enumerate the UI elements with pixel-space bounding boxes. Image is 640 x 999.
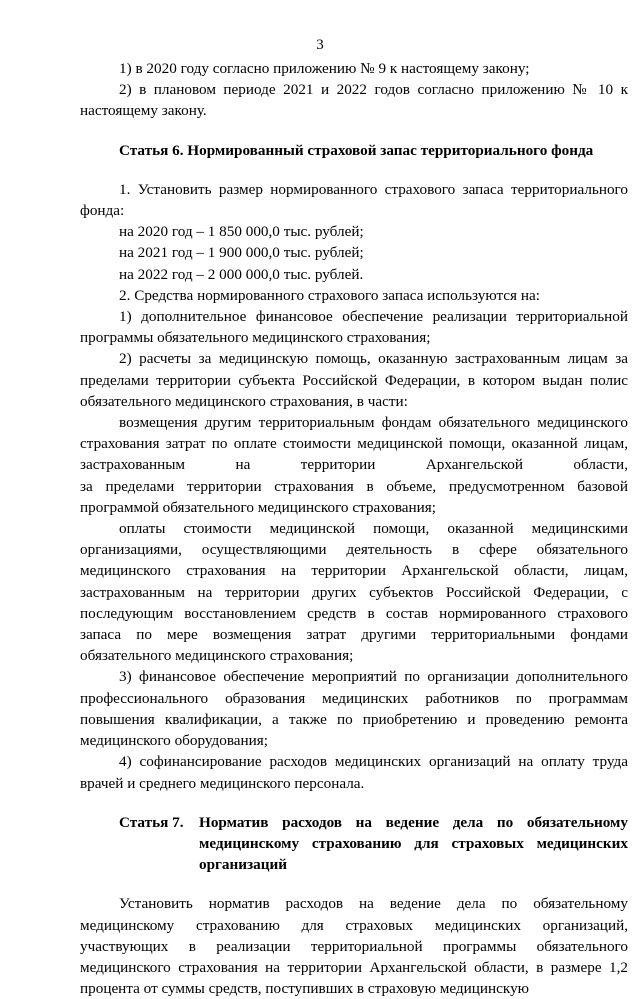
article-7-title: Норматив расходов на ведение дела по обязательному медицинскому страхованию для страховых медицинских организаций [199,813,628,874]
list-item: на 2020 год – 1 850 000,0 тыс. рублей; [119,223,364,241]
sub-item: возмещения другим территориальным фондам обязательного медицинского страхования затрат по оплате стоимости медицинской помощи, оказанной лицам, застрахованным на территории Архангельской области, [80,414,628,474]
list-item: 2) расчеты за медицинскую помощь, оказанную застрахованным лицам за пределами территории субъекта Российской Федерации, в котором выдан полис обязательного медицинского страхования, в части: [80,350,628,410]
list-item: 1) в 2020 году согласно приложению № 9 к настоящему закону; [119,60,530,77]
page-number: 3 [316,37,324,53]
article-6-heading: Статья 6. Нормированный страховой запас территориального фонда [119,141,594,159]
list-item: на 2022 год – 2 000 000,0 тыс. рублей. [119,265,364,283]
article-7-heading [80,812,628,876]
list-item: 2) в плановом периоде 2021 и 2022 годов согласно приложению № 10 к настоящему закону. [80,81,628,120]
list-item: на 2021 год – 1 900 000,0 тыс. рублей; [119,244,364,262]
paragraph: Установить норматив расходов на ведение дела по обязательному медицинскому страхованию для страховых медицинских организаций, участвующих в реализации территориальной программы обязательного медицинского страхования на территории Архангельской области, в размере 1,2 процента от суммы средств, поступивших в страховую медицинскую [80,895,628,998]
list-item: 4) софинансирование расходов медицинских организаций на оплату труда врачей и среднего медицинского персонала. [80,753,628,792]
list-item: 1) дополнительное финансовое обеспечение реализации территориальной программы обязательного медицинского страхования; [80,308,628,347]
paragraph: 2. Средства нормированного страхового запаса используются на: [119,286,540,304]
article-7-label: Статья 7. [119,813,184,831]
sub-item-continuation: за пределами территории страхования в объеме, предусмотренном базовой программой обязательного медицинского страхования; [80,477,628,516]
list-item: 3) финансовое обеспечение мероприятий по организации дополнительного профессионального образования медицинских работников по программам повышения квалификации, а также по приобретению и проведению ремонта медицинского оборудования; [80,668,628,750]
paragraph: 1. Установить размер нормированного страхового запаса территориального фонда: [80,180,628,220]
document-body [80,58,628,999]
sub-item: оплаты стоимости медицинской помощи, оказанной медицинскими организациями, осуществляющими деятельность в сфере обязательного медицинского страхования на территории Архангельской области, лицам, застрахованным на территории других субъектов Российской Федерации, с последующим восстановлением средств в состав нормированного страхового запаса по мере возмещения затрат другими территориальными фондами обязательного медицинского страхования; [80,520,628,665]
